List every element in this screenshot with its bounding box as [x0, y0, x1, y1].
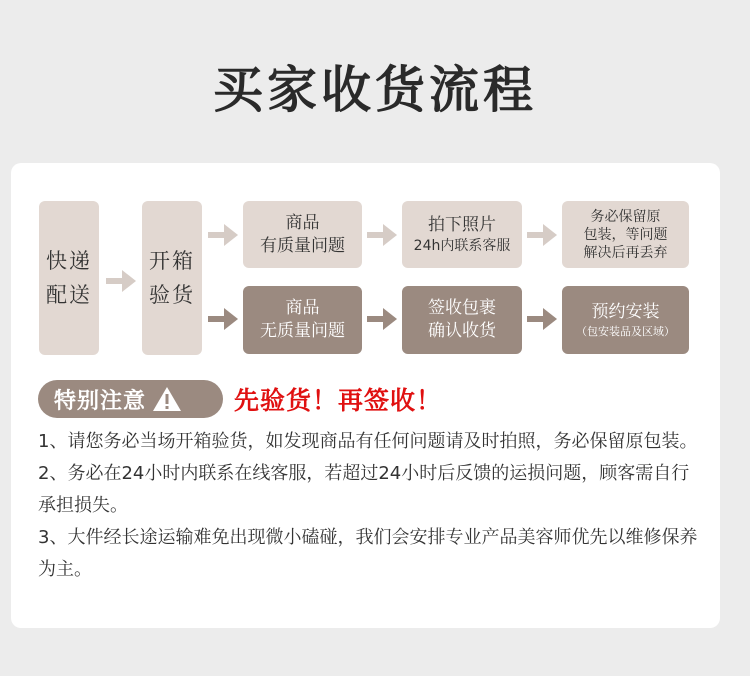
step-open-line1: 开箱 — [149, 249, 195, 273]
step-delivery-line2: 配送 — [46, 283, 92, 307]
arrow-right-icon — [208, 308, 238, 330]
arrow-right-icon — [527, 224, 557, 246]
step-take-photo — [402, 201, 522, 268]
step-quality-issue-line1: 商品 — [285, 212, 320, 233]
step-open-line2: 验货 — [149, 283, 195, 307]
step-open-inspect — [142, 201, 202, 355]
step-book-installation-line1: 预约安装 — [591, 301, 660, 322]
step-sign-package-line2: 确认收货 — [428, 321, 496, 341]
notice-headline: 先验货！再签收！ — [234, 386, 443, 415]
step-keep-packaging-line2: 包装，等问题 — [583, 226, 668, 243]
arrow-right-icon — [527, 308, 557, 330]
step-no-quality-issue-line1: 商品 — [285, 298, 320, 318]
step-keep-packaging-line1: 务必保留原 — [590, 208, 661, 225]
step-delivery-line1: 快递 — [46, 249, 92, 273]
warning-icon — [152, 386, 182, 412]
step-take-photo-line1: 拍下照片 — [428, 215, 496, 235]
notice-item: 2、务必在24小时内联系在线客服，若超过24小时后反馈的运损问题，顾客需自行承担损失。 — [38, 463, 690, 516]
step-quality-issue — [243, 201, 362, 268]
step-book-installation-line2: （包安装品及区域） — [576, 324, 675, 338]
arrow-right-icon — [208, 224, 238, 246]
step-sign-package — [402, 286, 522, 354]
step-keep-packaging-line3: 解决后再丢弃 — [583, 244, 668, 261]
step-no-quality-issue-line2: 无质量问题 — [260, 321, 345, 341]
notice-badge — [38, 380, 223, 418]
arrow-right-icon — [367, 308, 397, 330]
step-keep-packaging — [562, 201, 689, 268]
notice-item: 3、大件经长途运输难免出现微小磕碰，我们会安排专业产品美容师优先以维修保养为主。 — [38, 527, 698, 580]
notice-list — [38, 426, 698, 586]
step-quality-issue-line2: 有质量问题 — [260, 235, 345, 256]
step-no-quality-issue — [243, 286, 362, 354]
page-title: 买家收货流程 — [213, 61, 537, 119]
step-delivery — [39, 201, 99, 355]
step-take-photo-line2: 24h内联系客服 — [413, 238, 511, 254]
notice-item: 1、请您务必当场开箱验货，如发现商品有任何问题请及时拍照，务必保留原包装。 — [38, 431, 698, 452]
arrow-right-icon — [367, 224, 397, 246]
step-sign-package-line1: 签收包裹 — [428, 298, 496, 318]
arrow-right-icon — [106, 270, 136, 292]
notice-label: 特别注意 — [54, 388, 147, 414]
step-book-installation — [562, 286, 689, 354]
